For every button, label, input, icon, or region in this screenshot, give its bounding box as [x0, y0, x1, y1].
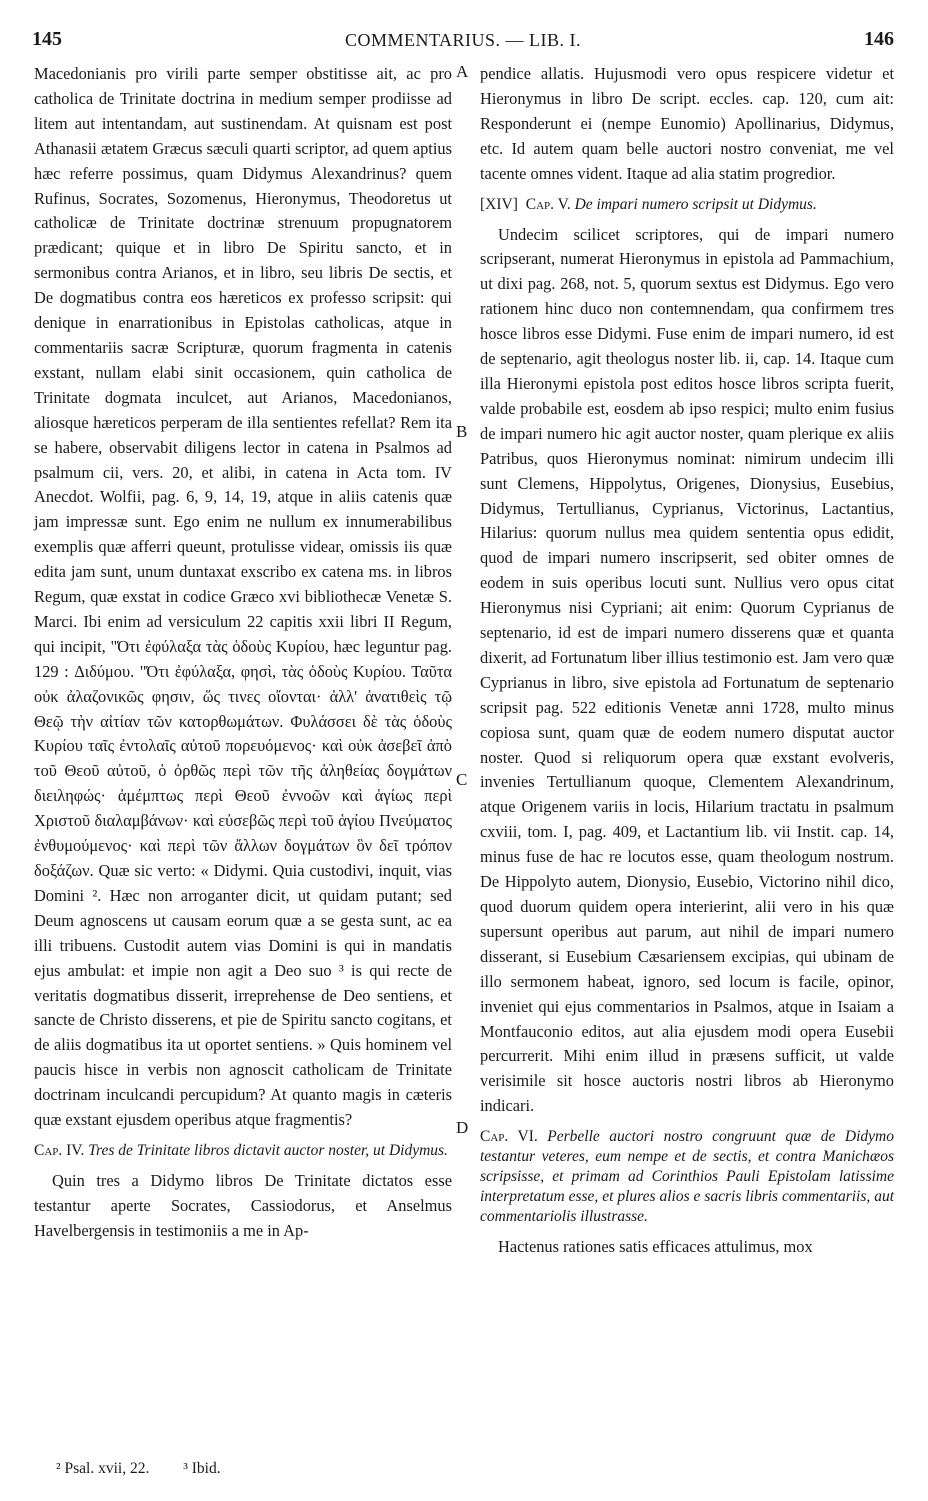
- margin-marker-d: D: [456, 1118, 469, 1137]
- chapter-6-label: Cap. VI.: [480, 1128, 538, 1146]
- chapter-4-heading: [34, 1141, 452, 1161]
- margin-markers: [456, 0, 476, 1501]
- right-column: [480, 62, 894, 1260]
- chapter-6-heading: [480, 1127, 894, 1227]
- chapter-5-heading: [480, 195, 894, 215]
- left-column: [34, 62, 452, 1244]
- chapter-4-label: Cap. IV.: [34, 1141, 85, 1159]
- left-paragraph-1: Macedonianis pro virili parte semper obstitisse ait, ac pro catholica de Trinitate doctrina in medium semper prodiisse ad litem aut intentandam, aut sustinendam. At quisnam est post Athanasii ætatem Græcus sæculi quarti scriptor, ad quem aptius hæc referre possimus, quam Didymus Alexandrinus? quem Rufinus, Socrates, Sozomenus, Hieronymus, Theodoretus ut catholicæ de Trinitate doctrinæ strenuum propugnatorem prædicant; quique et in libro De Spiritu sancto, et in sermonibus contra Arianos, et in libro, seu libris De sectis, et De dogmatibus contra eos hæreticos ex professo scripsit: qui denique in enarrationibus in Epistolas catholicas, atque in commentariis sacræ Scripturæ, quorum fragmenta in catenis exstant, nullam elabi sinit occasionem, quin catholica de Trinitate dogmata inculcet, aut Arianos, Macedonianos, aliosque hæreticos perperam de illa sentientes refellat? Rem ita se habere, observabit diligens lector in catena in Psalmos ad psalmum cii, vers. 20, et alibi, in catena in Acta tom. IV Anecdot. Wolfii, pag. 6, 9, 14, 19, atque in aliis catenis quæ jam impressæ sunt. Ego enim ne nullum ex innumerabilibus exemplis quæ afferri queunt, protulisse videar, omissis iis quæ edita jam sunt, unum duntaxat exscribo ex catena ms. in libros Regum, quæ exstat in codice Græco xvi bibliothecæ Venetæ S. Marci. Ibi enim ad versiculum 22 capitis xxii libri II Regum, qui incipit, "Ότι ἐφύλαξα τὰς ὁδοὺς Κυρίου, hæc leguntur pag. 129 : Διδύμου. "Ότι ἐφύλαξα, φησὶ, τὰς ὁδοὺς Κυρίου. Ταῦτα οὐκ ἀλαζονικῶς φησιν, ὥς τινες οἴονται· ἀλλ' ἀνατιθεὶς τῷ Θεῷ τὴν αἰτίαν τῶν κατορθωμάτων. Φυλάσσει δὲ τὰς ὁδοὺς Κυρίου ταῖς ἐντολαῖς αὐτοῦ πορευόμενος· καὶ οὐκ ἀσεβεῖ ἀπὸ τοῦ Θεοῦ αὐτοῦ, ὁ ὀρθῶς περὶ τῶν τῆς ἀληθείας δογμάτων διειληφώς· ἀμέμπτως περὶ Θεοῦ ἐννοῶν καὶ ἁγίως περὶ Χριστοῦ διαλαμβάνων· καὶ εὐσεβῶς περὶ τοῦ ἁγίου Πνεύματος ἐνθυμούμενος· καὶ περὶ τῶν ἄλλων δογμάτων ὃν δεῖ τρόπον δοξάζων. Quæ sic verto: « Didymi. Quia custodivi, inquit, vias Domini ². Hæc non arroganter dicit, ut quidam putant; sed Deum agnoscens ut causam eorum quæ a se gesta sunt, ac ea illi tribuens. Custodit autem vias Domini is qui in mandatis ejus ambulat: et impie non agit a Deo suo ³ is qui recte de veritatis dogmatibus disserit, irreprehense de Deo sentiens, et sancte de Christo disserens, et pie de Spiritu sancto cogitans, et de aliis dogmatibus ita ut oportet sentiens. » Quis hominem vel paucis hisce in verbis non agnoscit catholicam de Trinitate doctrinam inculcandi percupidum? At quanto magis in cæteris quæ exstant ejusdem operibus atque fragmentis?: [34, 64, 452, 1130]
- margin-marker-c: C: [456, 770, 468, 789]
- margin-marker-b: B: [456, 422, 468, 441]
- page-number-right: 146: [864, 28, 894, 50]
- chapter-5-title: De impari numero scripsit ut Didymus.: [574, 195, 817, 213]
- margin-marker-a: A: [456, 62, 469, 81]
- running-title: COMMENTARIUS. — LIB. I.: [344, 30, 582, 50]
- left-paragraph-2: Quin tres a Didymo libros De Trinitate dictatos esse testantur aperte Socrates, Cassiodorus, et Anselmus Havelbergensis in testimoniis a me in Ap-: [34, 1170, 452, 1240]
- footnote-2: ² Psal. xvii, 22.: [56, 1460, 150, 1477]
- right-paragraph-3: Hactenus rationes satis efficaces attulimus, mox: [498, 1237, 813, 1257]
- right-paragraph-1: pendice allatis. Hujusmodi vero opus respicere videtur et Hieronymus in libro De script. eccles. cap. 120, cum ait: Responderunt ei (nempe Eunomio) Apollinarius, Didymus, etc. Id autem quam belle auctori nostro conveniat, me vel tacente omnes vident. Itaque ad alia statim progredior.: [480, 64, 894, 183]
- footnote-3: ³ Ibid.: [183, 1460, 221, 1477]
- section-number: [XIV]: [480, 195, 518, 213]
- footnotes: [56, 1460, 221, 1478]
- page-number-left: 145: [32, 28, 62, 50]
- chapter-4-title: Tres de Trinitate libros dictavit auctor noster, ut Didymus.: [88, 1141, 448, 1159]
- chapter-6-title: Perbelle auctori nostro congruunt quæ de Didymo testantur veteres, eum nempe et de sectis, et contra Manichæos scripsisse, et primam ad Corinthios Pauli Epistolam latissime interpretatum esse, et plures alios e sacris libris commentariis, aut commentariolis illustrasse.: [480, 1128, 894, 1226]
- right-paragraph-2: Undecim scilicet scriptores, qui de impari numero scripserant, numerat Hieronymus in epistola ad Pammachium, ut dixi pag. 268, not. 5, quorum sextus est Didymus. Ego vero rationem hinc duco non contemnendam, qua confirmem tres hosce libros esse Didymi. Fuse enim de impari numero, id est de septenario, agit theologus noster lib. ii, cap. 14. Itaque cum illa Hieronymi epistola post editos hosce libros scripta fuerit, valde probabile est, eosdem ab ipso respici; multo enim fusius de impari numero hic agit auctor noster, quam plerique ex aliis Patribus, quos Hieronymus nominat: nimirum undecim illi sunt Clemens, Hippolytus, Origenes, Dionysius, Eusebius, Didymus, Tertullianus, Cyprianus, Victorinus, Lactantius, Hilarius: quorum nullus mea quidem sententia opus edidit, quod de impari numero inscripserit, sed obiter omnes de eodem in suis operibus locuti sunt. Nullius vero opus citat Hieronymus nisi Cypriani; ait enim: Quorum Cyprianus de septenario, id est de impari numero disserens quæ et quanta dixerit, ad Fortunatum liber illius testimonio est. Jam vero quæ Cyprianus in libro, sive epistola ad Fortunatum de septenario scripsit pag. 522 editionis Venetæ anni 1728, multo minus copiosa sunt, quam quæ de eodem numero disputat auctor noster. Quod si reliquorum opera quæ exstant evolveris, invenies Tertullianum quoque, Clementem Alexandrinum, atque Origenem variis in locis, Hilarium tractatu in psalmum cxviii, tom. I, pag. 409, et Lactantium lib. vii Instit. cap. 14, minus fuse de hac re locutos esse, quam theologum nostrum. De Hippolyto autem, Dionysio, Eusebio, Victorino nihil dico, quod duorum quidem opera interierint, alii vero in his quæ supersunt operibus aut parum, aut nihil de impari numero disserant, si Eusebium Cæsariensem excipias, qui ubinam de illo sermonem habeat, ignoro, sed locum is facile, opinor, inveniet qui ejus commentarios in Psalmos, atque in Isaiam a Montfauconio editos, aut alia ejusdem modi opera Eusebii percurrerit. Mihi enim illud in præsens sufficit, ut valde verisimile sit hosce auctoris nostri libros ab Hieronymo indicari.: [480, 224, 894, 1116]
- chapter-5-label: Cap. V.: [525, 195, 571, 213]
